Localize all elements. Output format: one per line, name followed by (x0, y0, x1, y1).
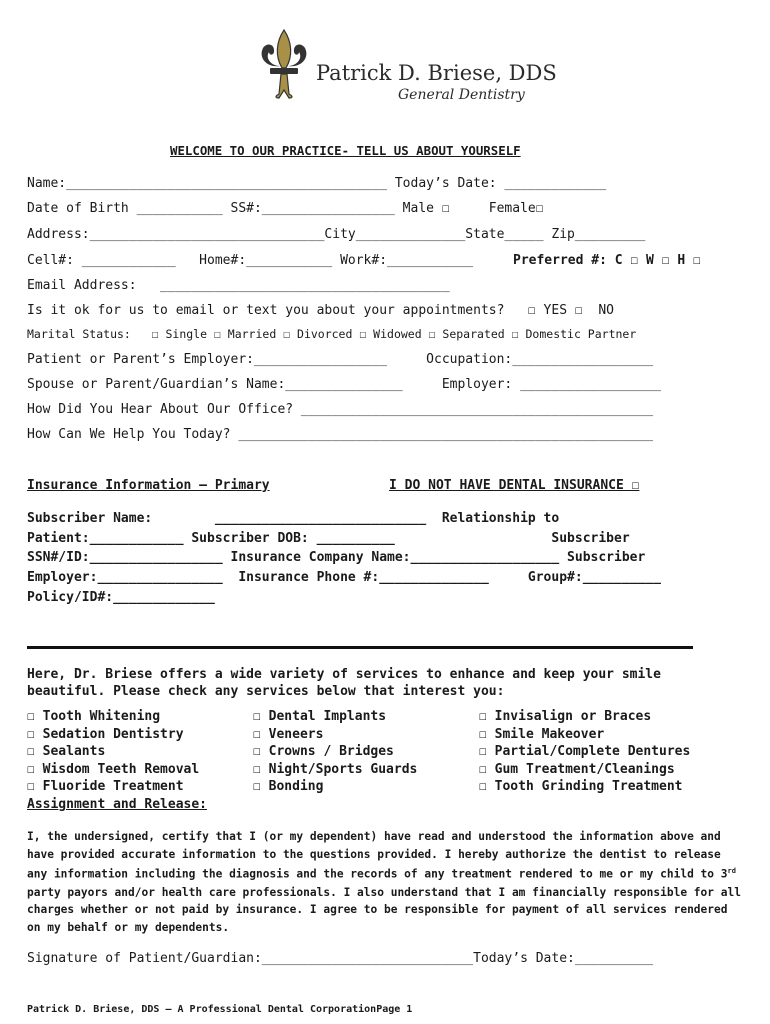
service-option[interactable]: ☐ Tooth Whitening (27, 709, 161, 724)
services-intro-line-2: beautiful. Please check any services below that interest you: (27, 684, 505, 699)
insurance-line-2[interactable]: Patient:____________ Subscriber DOB: __________ Subscriber (27, 531, 630, 546)
referral-field[interactable]: How Did You Hear About Our Office? _____________________________________________ (27, 402, 654, 417)
service-option[interactable]: ☐ Night/Sports Guards (253, 762, 418, 777)
signature-line[interactable]: Signature of Patient/Guardian:___________________________Today’s Date:__________ (27, 951, 654, 966)
insurance-heading: Insurance Information – Primary (27, 478, 270, 493)
spouse-field[interactable]: Spouse or Parent/Guardian’s Name:_______________ Employer: __________________ (27, 377, 661, 392)
marital-status[interactable]: Marital Status: ☐ Single ☐ Married ☐ Divorced ☐ Widowed ☐ Separated ☐ Domestic Partner (27, 327, 637, 341)
form-title: WELCOME TO OUR PRACTICE- TELL US ABOUT YOURSELF (170, 143, 521, 158)
service-option[interactable]: ☐ Sealants (27, 744, 106, 759)
service-option[interactable]: ☐ Fluoride Treatment (27, 779, 184, 794)
help-field[interactable]: How Can We Help You Today? _____________________________________________________ (27, 427, 654, 442)
service-option[interactable]: ☐ Tooth Grinding Treatment (479, 779, 683, 794)
service-option[interactable]: ☐ Sedation Dentistry (27, 727, 184, 742)
section-divider (27, 646, 693, 649)
insurance-line-3[interactable]: SSN#/ID:_________________ Insurance Company Name:___________________ Subscriber (27, 550, 646, 565)
email-field[interactable]: Email Address: _____________________________________ (27, 278, 450, 293)
fleur-de-lis-logo (255, 28, 313, 100)
assignment-text: I, the undersigned, certify that I (or my dependent) have read and understood the information above and have provided accurate information to the questions provided. I hereby authorize the dentist to release any information including the diagnosis and the records of any treatment rendered to me or my child to 3rd party payors and/or health care professionals. I also understand that I am financially responsible for all charges whether or not paid by insurance. I agree to be responsible for payment of all services rendered on my behalf or my dependents. (27, 830, 741, 934)
insurance-line-4[interactable]: Employer:________________ Insurance Phone #:______________ Group#:__________ (27, 570, 661, 585)
no-insurance-checkbox[interactable]: I DO NOT HAVE DENTAL INSURANCE ☐ (389, 478, 640, 493)
insurance-line-5[interactable]: Policy/ID#:_____________ (27, 590, 215, 605)
service-option[interactable]: ☐ Invisalign or Braces (479, 709, 652, 724)
preferred-phone[interactable]: Preferred #: C ☐ W ☐ H ☐ (513, 253, 701, 268)
practice-subtitle: General Dentistry (398, 87, 525, 103)
service-option[interactable]: ☐ Gum Treatment/Cleanings (479, 762, 675, 777)
service-option[interactable]: ☐ Dental Implants (253, 709, 387, 724)
address-field[interactable]: Address:______________________________City______________State_____ Zip_________ (27, 227, 646, 242)
service-option[interactable]: ☐ Crowns / Bridges (253, 744, 394, 759)
service-option[interactable]: ☐ Wisdom Teeth Removal (27, 762, 200, 777)
assignment-heading: Assignment and Release: (27, 797, 208, 812)
service-option[interactable]: ☐ Bonding (253, 779, 324, 794)
service-option[interactable]: ☐ Partial/Complete Dentures (479, 744, 691, 759)
name-field[interactable]: Name:_________________________________________ Today’s Date: _____________ (27, 176, 607, 191)
page-footer: Patrick D. Briese, DDS – A Professional Dental CorporationPage 1 (27, 1004, 413, 1015)
contact-consent[interactable]: Is it ok for us to email or text you about your appointments? ☐ YES ☐ NO (27, 303, 614, 318)
service-option[interactable]: ☐ Veneers (253, 727, 324, 742)
insurance-line-1[interactable]: Subscriber Name: ___________________________ Relationship to (27, 511, 560, 526)
services-intro-line-1: Here, Dr. Briese offers a wide variety of services to enhance and keep your smile (27, 667, 661, 682)
dob-field[interactable]: Date of Birth ___________ SS#:_________________ Male ☐ Female☐ (27, 201, 544, 216)
employer-field[interactable]: Patient or Parent’s Employer:_________________ Occupation:__________________ (27, 352, 654, 367)
phones-field[interactable]: Cell#: ____________ Home#:___________ Work#:___________ (27, 253, 481, 268)
practice-name: Patrick D. Briese, DDS (316, 61, 557, 85)
service-option[interactable]: ☐ Smile Makeover (479, 727, 605, 742)
